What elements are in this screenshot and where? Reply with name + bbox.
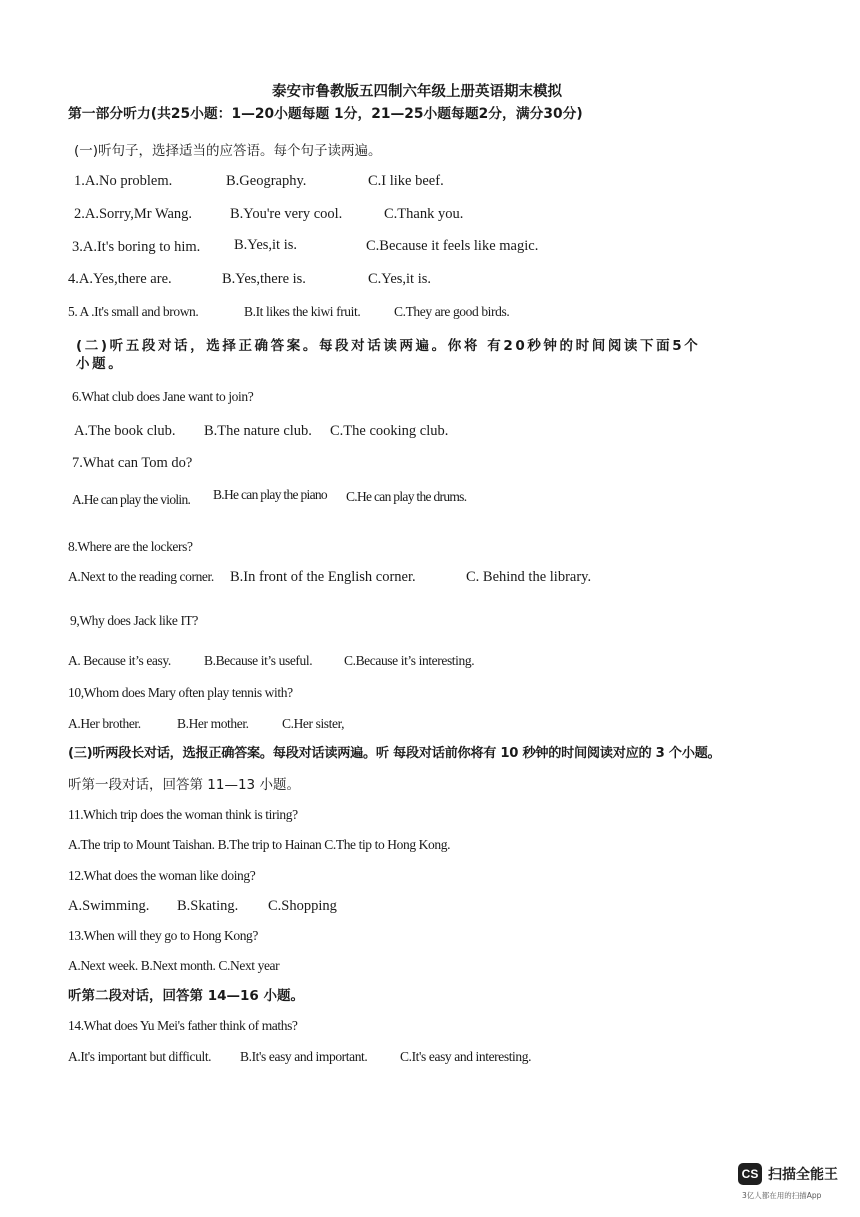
q12-option-b: B.Skating.: [177, 898, 239, 914]
q2-option-b: B.You're very cool.: [230, 206, 343, 222]
q14-option-a: A.It's important but difficult.: [68, 1049, 212, 1064]
q14-stem: 14.What does Yu Mei's father think of maths?: [68, 1018, 298, 1033]
page-title: 泰安市鲁教版五四制六年级上册英语期末模拟: [272, 84, 562, 100]
section1-instruction: (一)听句子，选择适当的应答语。每个句子读两遍。: [74, 143, 382, 159]
q4-option-b: B.Yes,there is.: [222, 271, 306, 287]
watermark-app-name: 扫描全能王: [768, 1167, 838, 1183]
q4-option-c: C.Yes,it is.: [368, 271, 431, 287]
q3-option-a: 3.A.It's boring to him.: [72, 239, 201, 255]
section2-instruction: (二)听五段对话，选择正确答案。每段对话读两遍。你将 有20秒钟的时间阅读下面5个: [76, 338, 701, 354]
q13-options: A.Next week. B.Next month. C.Next year: [68, 958, 280, 973]
q8-option-a: A.Next to the reading corner.: [68, 569, 214, 584]
dialog2-header: 听第二段对话，回答第 14—16 小题。: [68, 988, 304, 1004]
q8-option-c: C. Behind the library.: [466, 569, 592, 585]
q10-option-a: A.Her brother.: [68, 716, 141, 731]
q7-stem: 7.What can Tom do?: [72, 455, 193, 471]
q3-option-b: B.Yes,it is.: [234, 237, 297, 253]
q10-option-b: B.Her mother.: [177, 716, 249, 731]
q5-option-b: B.It likes the kiwi fruit.: [244, 304, 361, 319]
q1-option-b: B.Geography.: [226, 173, 307, 189]
q14-option-c: C.It's easy and interesting.: [400, 1049, 532, 1064]
q6-option-b: B.The nature club.: [204, 423, 312, 439]
section3-instruction: (三)听两段长对话，选报正确答案。每段对话读两遍。听 每段对话前你将有 10 秒钟的时间阅读对应的 3 个小题。: [68, 746, 721, 761]
q12-option-c: C.Shopping: [268, 898, 337, 914]
q9-option-c: C.Because it’s interesting.: [344, 653, 475, 668]
q9-stem: 9,Why does Jack like IT?: [70, 613, 198, 628]
q6-option-c: C.The cooking club.: [330, 423, 449, 439]
q6-option-a: A.The book club.: [74, 423, 176, 439]
q5-option-a: 5. A .It's small and brown.: [68, 304, 199, 319]
q11-stem: 11.Which trip does the woman think is tiring?: [68, 807, 298, 822]
q10-stem: 10,Whom does Mary often play tennis with?: [68, 685, 293, 700]
q11-options: A.The trip to Mount Taishan. B.The trip to Hainan C.The tip to Hong Kong.: [68, 837, 451, 852]
q12-option-a: A.Swimming.: [68, 898, 150, 914]
q7-option-c: C.He can play the drums.: [346, 489, 467, 504]
q1-option-c: C.I like beef.: [368, 173, 444, 189]
q1-option-a: 1.A.No problem.: [74, 173, 173, 189]
watermark-tagline: 3亿人都在用的扫描App: [742, 1191, 822, 1200]
q5-option-c: C.They are good birds.: [394, 304, 510, 319]
q8-option-b: B.In front of the English corner.: [230, 569, 416, 585]
q2-option-c: C.Thank you.: [384, 206, 464, 222]
section2-instruction-cont: 小题。: [76, 356, 125, 372]
q9-option-b: B.Because it’s useful.: [204, 653, 313, 668]
q14-option-b: B.It's easy and important.: [240, 1049, 368, 1064]
q2-option-a: 2.A.Sorry,Mr Wang.: [74, 206, 193, 222]
q3-option-c: C.Because it feels like magic.: [366, 238, 539, 254]
q7-option-a: A.He can play the violin.: [72, 492, 191, 507]
q10-option-c: C.Her sister,: [282, 716, 345, 731]
q9-option-a: A. Because it’s easy.: [68, 653, 171, 668]
part1-header: 第一部分听力(共25小题：1—20小题每题 1分，21—25小题每题2分，满分30分): [68, 106, 583, 122]
q13-stem: 13.When will they go to Hong Kong?: [68, 928, 258, 943]
q12-stem: 12.What does the woman like doing?: [68, 868, 256, 883]
camscanner-logo-icon: CS: [738, 1163, 762, 1185]
dialog1-header: 听第一段对话，回答第 11—13 小题。: [68, 777, 300, 793]
q4-option-a: 4.A.Yes,there are.: [68, 271, 172, 287]
q6-stem: 6.What club does Jane want to join?: [72, 389, 254, 404]
q7-option-b: B.He can play the piano: [213, 487, 327, 502]
q8-stem: 8.Where are the lockers?: [68, 539, 193, 554]
